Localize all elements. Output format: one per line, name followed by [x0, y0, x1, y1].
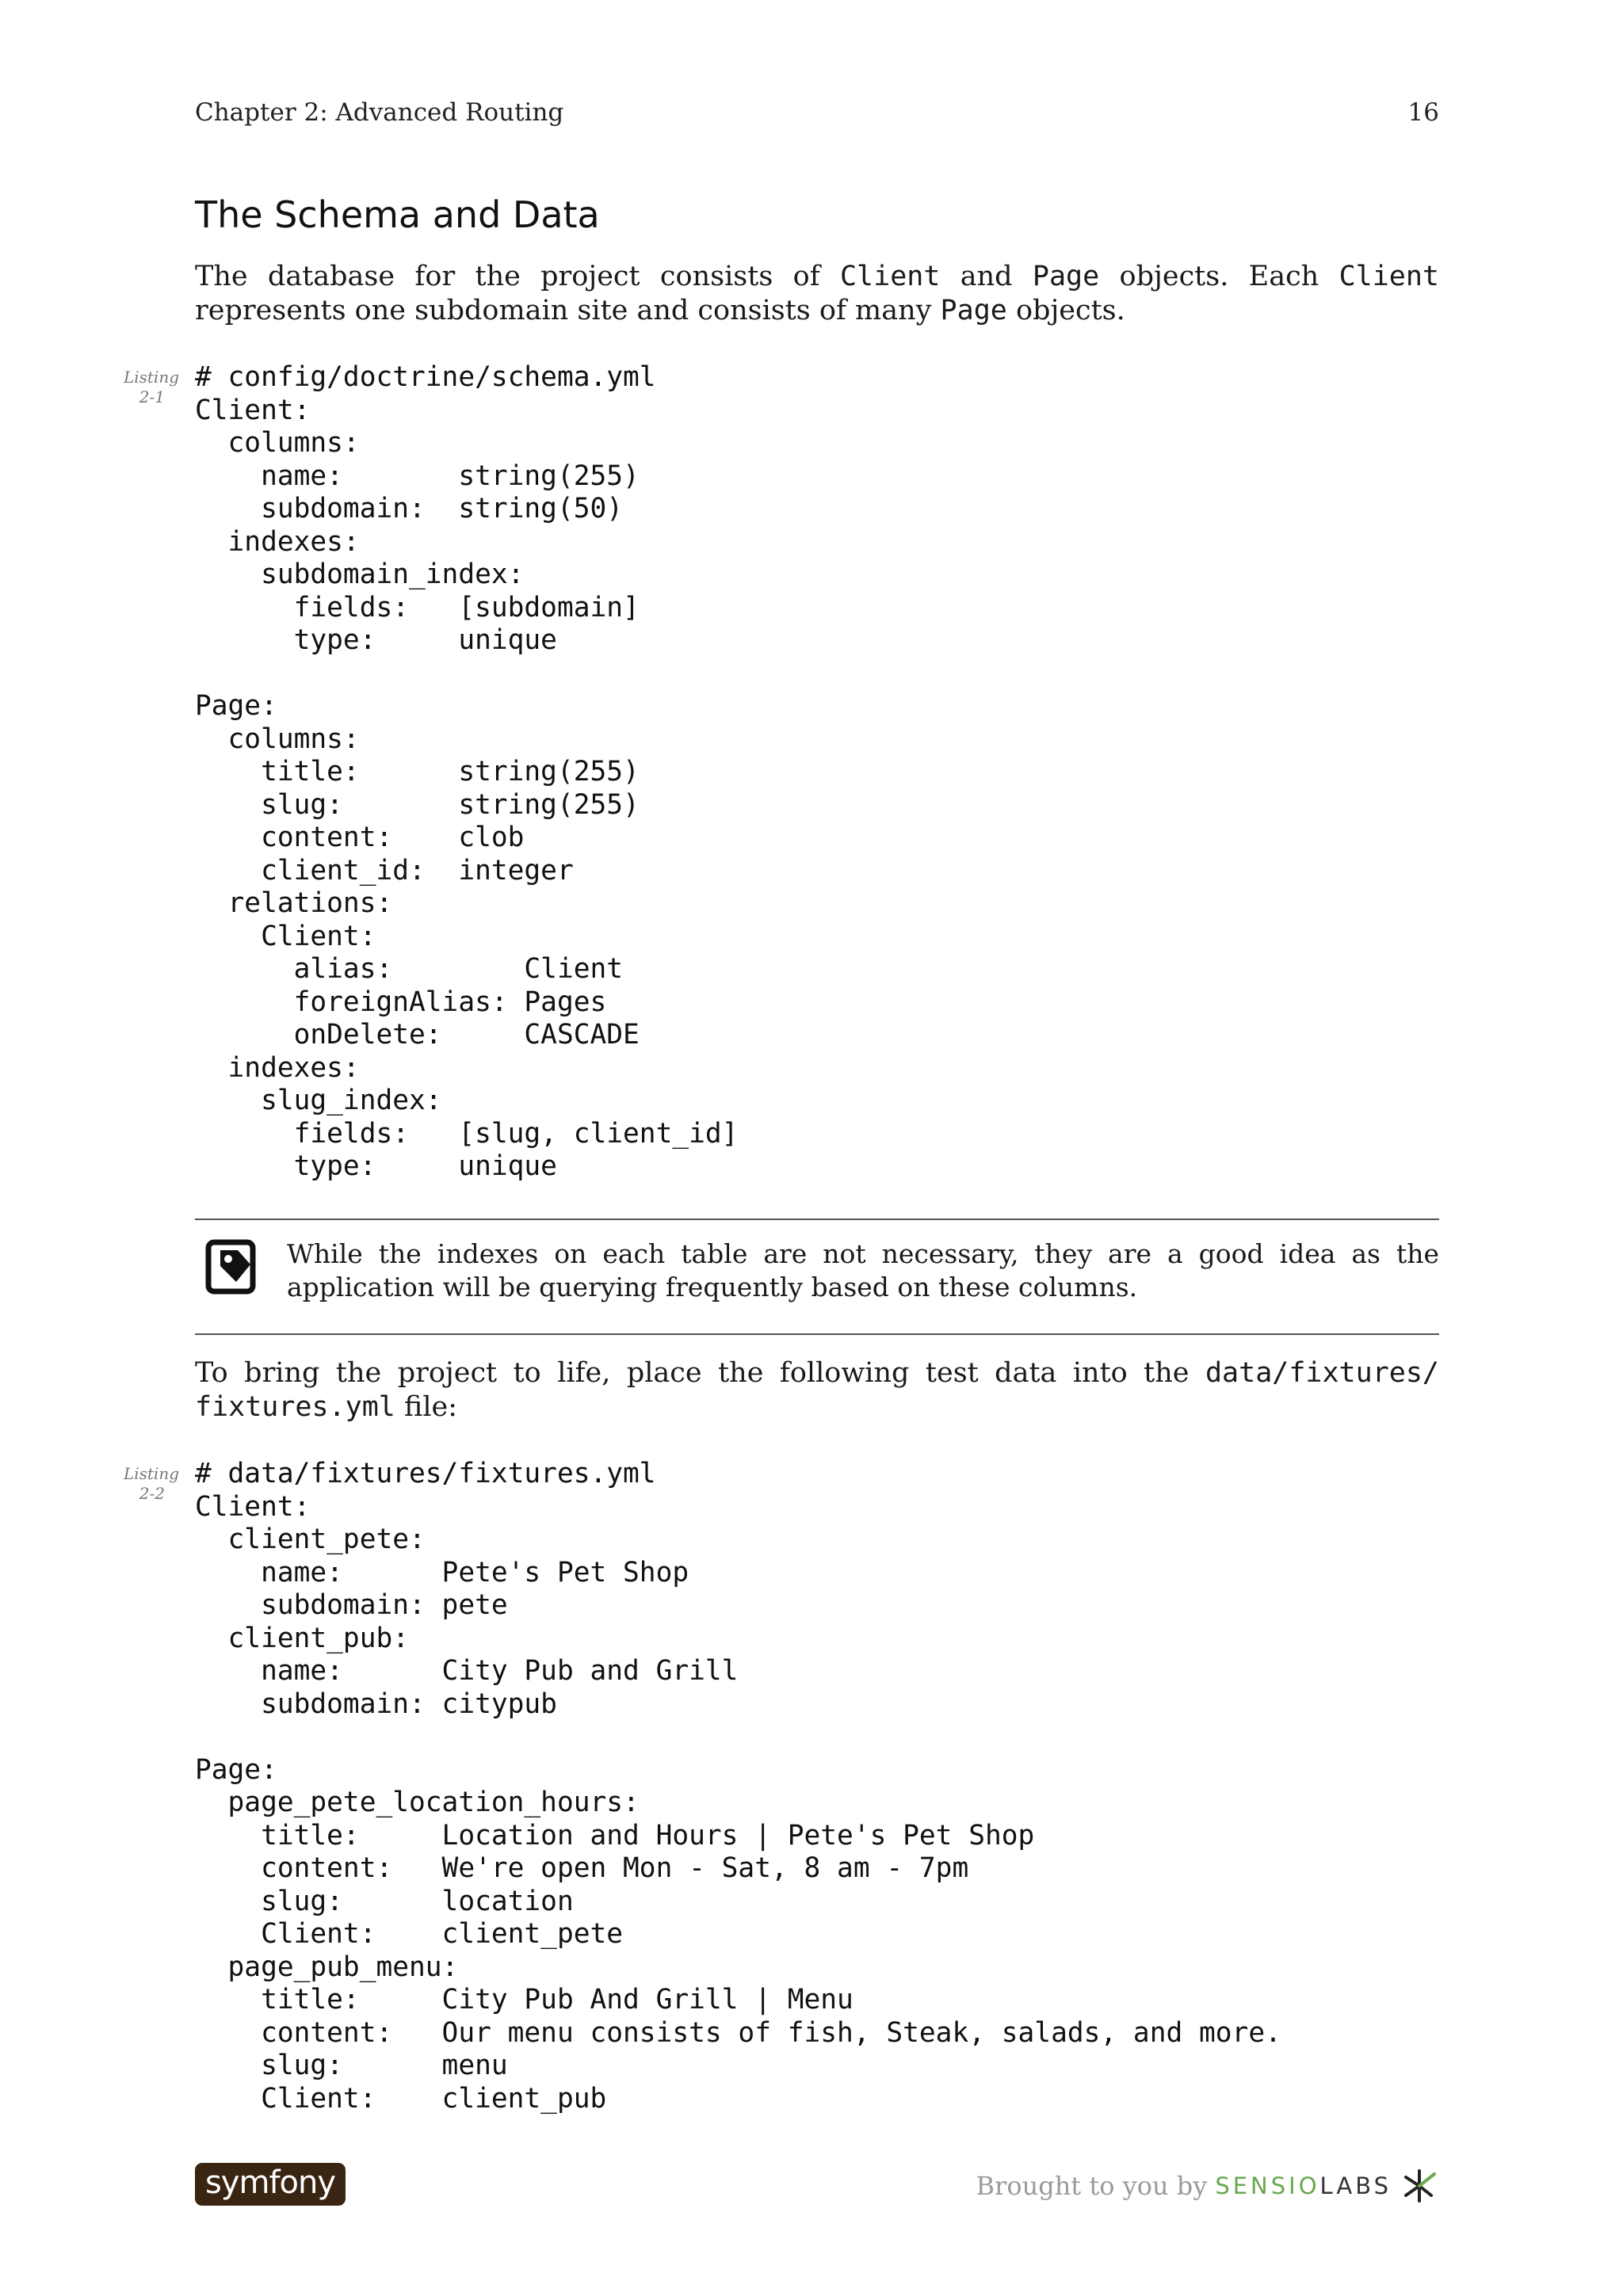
- sensiolabs-icon: [1400, 2166, 1439, 2206]
- listing-label: Listing 2-2: [123, 1464, 179, 1503]
- inline-code: Client: [1338, 261, 1439, 292]
- footer-credit: [976, 2166, 1439, 2206]
- sensiolabs-wordmark: SENSIOLABS: [1215, 2172, 1392, 2199]
- note-divider-bottom: [195, 1333, 1439, 1335]
- listing-label: Listing 2-1: [123, 368, 179, 406]
- inline-code: data/fixtures/ fixtures.yml: [195, 1357, 1439, 1423]
- page-number: 16: [1407, 98, 1439, 127]
- symfony-logo: symfony: [195, 2163, 346, 2206]
- code-listing-fixtures: # data/fixtures/fixtures.yml Client: client_pete: name: Pete's Pet Shop subdomain: pete client_pub: name: City Pub and Grill subdomain: citypub Page: page_pete_location_hours: title: Location and Hours | Pete's Pet Shop content: We're open Mon - Sat, 8 am - 7pm slug: location Client: client_pete page_pub_menu: title: City Pub And Grill | Menu content: Our menu consists of fish, Steak, salads, and more. slug: menu Client: client_pub: [195, 1458, 1281, 2115]
- chapter-title: Chapter 2: Advanced Routing: [195, 98, 564, 127]
- inline-code: Page: [1032, 261, 1100, 292]
- fixtures-paragraph: To bring the project to life, place the following test data into the data/fixtures/ fixtures.yml file:: [195, 1357, 1439, 1423]
- note-text: While the indexes on each table are not necessary, they are a good idea as the application will be querying frequently based on these columns.: [287, 1238, 1439, 1302]
- note-icon: [204, 1238, 262, 1298]
- inline-code: Page: [940, 295, 1007, 326]
- inline-code: Client: [839, 261, 941, 292]
- intro-paragraph: The database for the project consists of Client and Page objects. Each Client represents one subdomain site and consists of many Page objects.: [195, 261, 1439, 326]
- brought-by-text: Brought to you by: [976, 2171, 1208, 2201]
- code-listing-schema: # config/doctrine/schema.yml Client: columns: name: string(255) subdomain: string(50) indexes: subdomain_index: fields: [subdomain] type: unique Page: columns: title: string(255) slug: string(255) content: clob client_id: integer relations: Client: alias: Client foreignAlias: Pages onDelete: CASCADE indexes: slug_index: fields: [slug, client_id] type: unique: [195, 361, 739, 1182]
- note-divider-top: [195, 1219, 1439, 1220]
- section-title: The Schema and Data: [195, 193, 600, 236]
